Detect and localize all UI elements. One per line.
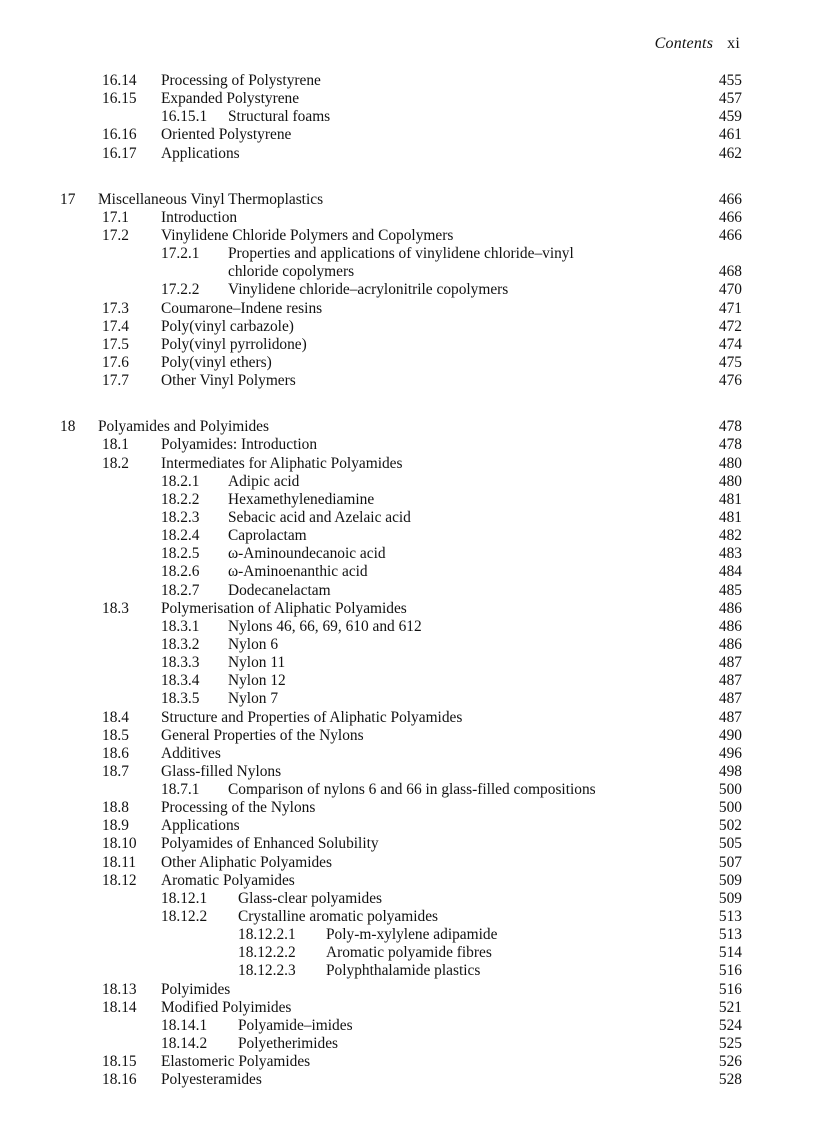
toc-entry-number: 18.3.4 [161, 672, 200, 690]
toc-entry-title: Poly(vinyl pyrrolidone) [161, 335, 307, 353]
toc-entry-title: Sebacic acid and Azelaic acid [228, 508, 411, 526]
toc-entry [0, 563, 816, 581]
toc-entry-number: 18.2.1 [161, 472, 200, 490]
toc-entry [0, 745, 816, 763]
toc-entry [0, 318, 816, 336]
toc-entry-number: 18.12 [102, 871, 137, 889]
toc-entry-title: Oriented Polystyrene [161, 126, 292, 144]
toc-entry-page: 474 [718, 335, 742, 353]
toc-entry-title: Other Aliphatic Polyamides [161, 853, 332, 871]
toc-entry-title: Applications [161, 144, 240, 162]
toc-entry-page: 498 [718, 762, 742, 780]
toc-chapter-title: Polyamides and Polyimides [98, 418, 270, 436]
toc-chapter-number: 17 [60, 190, 76, 208]
toc-entry-number: 18.15 [102, 1053, 137, 1071]
toc-chapter-number: 18 [60, 418, 76, 436]
toc-entry-page: 476 [718, 372, 742, 390]
toc-entry-number: 18.2.2 [161, 490, 200, 508]
toc-entry-page: 483 [718, 545, 742, 563]
toc-entry-title: Poly(vinyl ethers) [161, 353, 272, 371]
toc-entry-title: Modified Polyimides [161, 998, 292, 1016]
toc-entry-title: chloride copolymers [228, 263, 355, 281]
toc-entry-page: 513 [718, 926, 742, 944]
toc-entry-page: 481 [718, 508, 742, 526]
toc-entry-title: Aromatic polyamide fibres [326, 944, 492, 962]
toc-entry-title: Polyphthalamide plastics [326, 962, 481, 980]
toc-entry-title: Comparison of nylons 6 and 66 in glass-filled compositions [228, 781, 596, 799]
toc-entry-page: 500 [718, 799, 742, 817]
toc-entry [0, 926, 816, 944]
running-header-page-number: xi [727, 35, 740, 52]
toc-entry-number: 18.12.1 [161, 889, 208, 907]
toc-entry-title: Additives [161, 744, 221, 762]
toc-entry-number: 17.5 [102, 335, 129, 353]
toc-entry-page: 528 [718, 1071, 742, 1089]
toc-entry [0, 799, 816, 817]
toc-entry-page: 509 [718, 871, 742, 889]
toc-entry-page: 487 [718, 672, 742, 690]
toc-entry-title: Polyetherimides [238, 1035, 339, 1053]
toc-entry-page: 525 [718, 1035, 742, 1053]
toc-entry-number: 17.4 [102, 317, 129, 335]
toc-entry [0, 436, 816, 454]
toc-entry-title: Hexamethylenediamine [228, 490, 375, 508]
toc-entry-number: 17.2 [102, 226, 129, 244]
toc-entry [0, 618, 816, 636]
toc-entry-title: Intermediates for Aliphatic Polyamides [161, 454, 403, 472]
toc-entry-number: 18.11 [102, 853, 137, 871]
running-header [655, 35, 740, 53]
toc-entry-title: Glass-clear polyamides [238, 889, 383, 907]
toc-entry-number: 17.3 [102, 299, 129, 317]
toc-entry [0, 1071, 816, 1089]
toc-entry-page: 461 [718, 126, 742, 144]
toc-entry-number: 18.4 [102, 708, 129, 726]
toc-entry-title: Structure and Properties of Aliphatic Polyamides [161, 708, 463, 726]
toc-entry-title: Adipic acid [228, 472, 300, 490]
toc-entry-page: 509 [718, 889, 742, 907]
toc-entry-title: Nylons 46, 66, 69, 610 and 612 [228, 617, 422, 635]
toc-entry-number: 18.7 [102, 762, 129, 780]
toc-entry-number: 18.12.2.3 [238, 962, 296, 980]
toc-entry-title: Polyimides [161, 980, 231, 998]
toc-entry [0, 944, 816, 962]
toc-entry-number: 18.3 [102, 599, 129, 617]
toc-entry-page: 482 [718, 527, 742, 545]
toc-entry-title: Nylon 12 [228, 672, 286, 690]
toc-entry [0, 835, 816, 853]
toc-entry-title: Expanded Polystyrene [161, 90, 300, 108]
toc-entry-number: 18.14 [102, 998, 137, 1016]
toc-entry [0, 999, 816, 1017]
toc-chapter-title: Miscellaneous Vinyl Thermoplastics [98, 190, 324, 208]
toc-entry-number: 18.3.1 [161, 617, 200, 635]
toc-entry-page: 470 [718, 281, 742, 299]
toc-entry-page: 462 [718, 144, 742, 162]
toc-entry-page: 513 [718, 908, 742, 926]
toc-entry-number: 17.1 [102, 208, 129, 226]
chapter-spacer [0, 163, 816, 191]
toc-entry-number: 18.2.6 [161, 563, 200, 581]
toc-entry-page: 487 [718, 690, 742, 708]
toc-chapter-entry [0, 418, 816, 436]
toc-entry-title: Vinylidene chloride–acrylonitrile copolymers [228, 281, 509, 299]
toc-entry [0, 981, 816, 999]
toc-entry-title: Nylon 11 [228, 654, 286, 672]
toc-entry [0, 245, 816, 263]
toc-entry-page: 486 [718, 599, 742, 617]
toc-entry-page: 505 [718, 835, 742, 853]
toc-entry [0, 781, 816, 799]
toc-entry [0, 545, 816, 563]
toc-entry-title: Polyamides of Enhanced Solubility [161, 835, 379, 853]
toc-entry-number: 18.14.1 [161, 1016, 208, 1034]
toc-entry-number: 16.16 [102, 126, 137, 144]
toc-entry-page: 507 [718, 853, 742, 871]
toc-entry [0, 672, 816, 690]
toc-entry-title: Dodecanelactam [228, 581, 331, 599]
toc-entry-title: Coumarone–Indene resins [161, 299, 323, 317]
toc-entry-number: 17.2.2 [161, 281, 200, 299]
toc-entry [0, 872, 816, 890]
toc-entry-page: 484 [718, 563, 742, 581]
toc-entry [0, 90, 816, 108]
toc-entry-number: 18.7.1 [161, 781, 200, 799]
toc-entry-title: Other Vinyl Polymers [161, 372, 296, 390]
toc-entry-number: 18.6 [102, 744, 129, 762]
toc-entry [0, 636, 816, 654]
toc-entry-page: 485 [718, 581, 742, 599]
toc-entry-page: 486 [718, 635, 742, 653]
toc-entry [0, 890, 816, 908]
toc-entry [0, 72, 816, 90]
toc-entry [0, 690, 816, 708]
toc-entry-title: Processing of the Nylons [161, 799, 316, 817]
toc-entry [0, 126, 816, 144]
toc-entry-page: 480 [718, 472, 742, 490]
toc-entry [0, 600, 816, 618]
toc-entry [0, 354, 816, 372]
toc-entry-title: Vinylidene Chloride Polymers and Copolymers [161, 226, 454, 244]
toc-entry-number: 18.12.2.1 [238, 926, 296, 944]
toc-entry-page: 481 [718, 490, 742, 508]
toc-entry [0, 145, 816, 163]
toc-entry-page: 496 [718, 744, 742, 762]
toc-entry [0, 763, 816, 781]
toc-entry-page: 478 [718, 418, 742, 436]
toc-entry [0, 491, 816, 509]
toc-entry [0, 227, 816, 245]
toc-entry-number: 18.3.3 [161, 654, 200, 672]
toc-entry-title: ω-Aminoenanthic acid [228, 563, 368, 581]
toc-entry [0, 108, 816, 126]
toc-entry-title: Polyamides: Introduction [161, 436, 318, 454]
toc-entry-title: Polyamide–imides [238, 1016, 353, 1034]
toc-entry-title: Applications [161, 817, 240, 835]
toc-entry-number: 18.16 [102, 1071, 137, 1089]
running-header-title: Contents [654, 35, 714, 52]
toc-entry-number: 17.6 [102, 353, 129, 371]
toc-entry-number: 18.2.5 [161, 545, 200, 563]
toc-entry-page: 466 [718, 190, 742, 208]
toc-entry-page: 468 [718, 263, 742, 281]
toc-entry-page: 516 [718, 980, 742, 998]
toc-entry-page: 487 [718, 654, 742, 672]
toc-entry-number: 18.5 [102, 726, 129, 744]
toc-entry-page: 457 [718, 90, 742, 108]
toc-entry-number: 18.3.5 [161, 690, 200, 708]
toc-entry-number: 16.15.1 [161, 108, 208, 126]
chapter-spacer [0, 390, 816, 418]
toc-entry-number: 16.15 [102, 90, 137, 108]
toc-chapter-entry [0, 191, 816, 209]
toc-entry [0, 908, 816, 926]
toc-entry-title: Processing of Polystyrene [161, 72, 321, 89]
toc-entry-title: Poly-m-xylylene adipamide [326, 926, 498, 944]
toc-entry-continuation [0, 263, 816, 281]
toc-entry-page: 514 [718, 944, 742, 962]
toc-entry-title: Glass-filled Nylons [161, 762, 282, 780]
toc-entry-number: 18.2.4 [161, 527, 200, 545]
toc-entry-title: Crystalline aromatic polyamides [238, 908, 439, 926]
toc-entry-title: Poly(vinyl carbazole) [161, 317, 294, 335]
toc-entry [0, 727, 816, 745]
toc-entry-number: 18.1 [102, 436, 129, 454]
toc-entry-page: 459 [718, 108, 742, 126]
toc-entry-number: 18.9 [102, 817, 129, 835]
toc-entry-title: Structural foams [228, 108, 331, 126]
toc-entry-number: 17.7 [102, 372, 129, 390]
toc-entry-page: 455 [718, 72, 742, 89]
toc-entry [0, 372, 816, 390]
toc-entry [0, 281, 816, 299]
toc-entry-page: 516 [718, 962, 742, 980]
toc-entry-title: Nylon 6 [228, 635, 279, 653]
toc-entry [0, 654, 816, 672]
toc-entry [0, 209, 816, 227]
table-of-contents [0, 72, 816, 1089]
toc-entry-page: 466 [718, 208, 742, 226]
toc-entry-page: 521 [718, 998, 742, 1016]
toc-entry-page: 466 [718, 226, 742, 244]
toc-entry-page: 524 [718, 1016, 742, 1034]
toc-entry [0, 509, 816, 527]
toc-entry [0, 817, 816, 835]
toc-entry-number: 18.2.3 [161, 508, 200, 526]
toc-entry [0, 336, 816, 354]
toc-entry-number: 18.14.2 [161, 1035, 208, 1053]
toc-entry [0, 527, 816, 545]
toc-entry [0, 455, 816, 473]
toc-entry [0, 300, 816, 318]
toc-entry-title: Introduction [161, 208, 238, 226]
toc-entry-number: 17.2.1 [161, 245, 200, 263]
toc-entry-title: Caprolactam [228, 527, 307, 545]
toc-entry-number: 18.2.7 [161, 581, 200, 599]
toc-entry-title: General Properties of the Nylons [161, 726, 364, 744]
toc-entry-page: 486 [718, 617, 742, 635]
toc-entry [0, 962, 816, 980]
toc-entry-title: Polyesteramides [161, 1071, 262, 1089]
toc-entry-page: 478 [718, 436, 742, 454]
toc-entry [0, 709, 816, 727]
toc-entry-page: 490 [718, 726, 742, 744]
toc-entry-number: 18.10 [102, 835, 137, 853]
toc-entry-page: 500 [718, 781, 742, 799]
toc-entry [0, 1053, 816, 1071]
toc-entry-title: Aromatic Polyamides [161, 871, 295, 889]
toc-entry-number: 16.17 [102, 144, 137, 162]
toc-entry [0, 1017, 816, 1035]
toc-entry [0, 473, 816, 491]
toc-entry-title: ω-Aminoundecanoic acid [228, 545, 386, 563]
toc-entry-number: 18.13 [102, 980, 137, 998]
toc-entry-number: 18.3.2 [161, 635, 200, 653]
toc-entry-page: 475 [718, 353, 742, 371]
toc-entry-number: 18.12.2 [161, 908, 208, 926]
toc-entry-title: Nylon 7 [228, 690, 279, 708]
toc-entry-number: 18.2 [102, 454, 129, 472]
toc-entry-number: 18.12.2.2 [238, 944, 296, 962]
toc-entry-title: Polymerisation of Aliphatic Polyamides [161, 599, 407, 617]
toc-entry-title: Properties and applications of vinylidene chloride–vinyl [228, 245, 574, 263]
toc-entry-page: 471 [718, 299, 742, 317]
toc-entry-page: 526 [718, 1053, 742, 1071]
toc-entry-page: 480 [718, 454, 742, 472]
toc-entry-page: 487 [718, 708, 742, 726]
toc-entry-number: 16.14 [102, 72, 137, 89]
toc-entry-title: Elastomeric Polyamides [161, 1053, 311, 1071]
toc-entry [0, 1035, 816, 1053]
toc-entry-number: 18.8 [102, 799, 129, 817]
toc-entry [0, 582, 816, 600]
toc-entry-page: 472 [718, 317, 742, 335]
toc-entry-page: 502 [718, 817, 742, 835]
toc-entry [0, 854, 816, 872]
